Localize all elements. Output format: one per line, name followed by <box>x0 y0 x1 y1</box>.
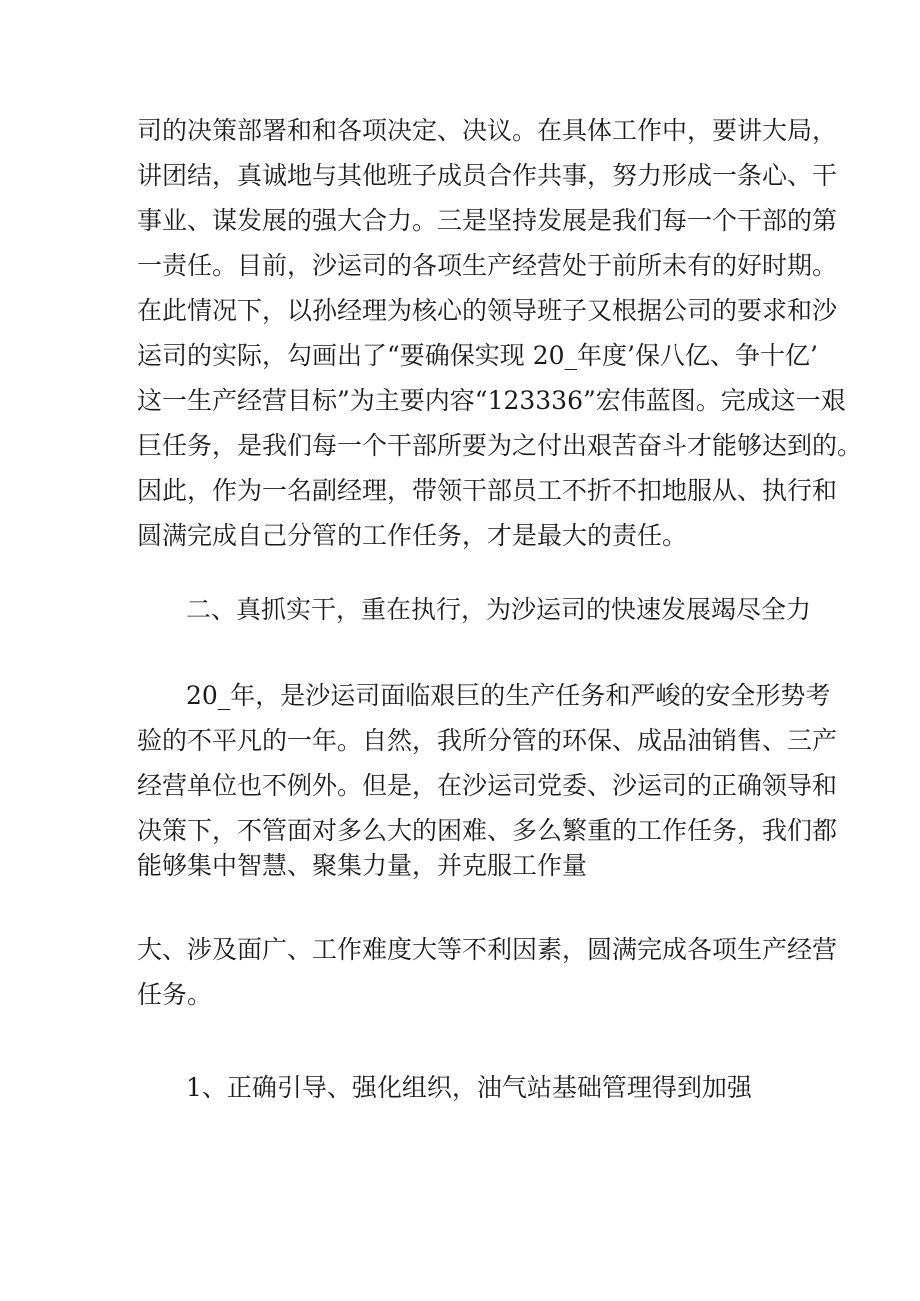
paragraph-line: 司的决策部署和和各项决定、决议。在具体工作中，要讲大局， <box>137 116 838 145</box>
paragraph-line: 在此情况下，以孙经理为核心的领导班子又根据公司的要求和沙 <box>137 296 838 325</box>
paragraph-line: 讲团结，真诚地与其他班子成员合作共事，努力形成一条心、干 <box>137 161 838 190</box>
paragraph-line: 经营单位也不例外。但是，在沙运司党委、沙运司的正确领导和 <box>137 771 838 800</box>
paragraph-line: 巨任务，是我们每一个干部所要为之付出艰苦奋斗才能够达到的。 <box>137 431 863 460</box>
paragraph-line: 任务。 <box>137 980 213 1009</box>
paragraph-line: 大、涉及面广、工作难度大等不利因素，圆满完成各项生产经营 <box>137 935 838 964</box>
paragraph-line: 20_年，是沙运司面临艰巨的生产任务和严峻的安全形势考 <box>186 681 831 710</box>
paragraph-line: 运司的实际，勾画出了“要确保实现 20_年度’保八亿、争十亿’ <box>137 341 818 370</box>
paragraph-line: 决策下，不管面对多么大的困难、多么繁重的工作任务，我们都 <box>137 816 838 845</box>
paragraph-line: 验的不平凡的一年。自然，我所分管的环保、成品油销售、三产 <box>137 726 838 755</box>
section-heading: 二、真抓实干，重在执行，为沙运司的快速发展竭尽全力 <box>186 595 812 624</box>
subsection-heading: 1、正确引导、强化组织，油气站基础管理得到加强 <box>186 1073 752 1102</box>
paragraph-line: 一责任。目前，沙运司的各项生产经营处于前所未有的好时期。 <box>137 251 838 280</box>
paragraph-line: 事业、谋发展的强大合力。三是坚持发展是我们每一个干部的第 <box>137 206 838 235</box>
paragraph-line: 这一生产经营目标”为主要内容“123336”宏伟蓝图。完成这一艰 <box>137 386 846 415</box>
paragraph-line: 因此，作为一名副经理，带领干部员工不折不扣地服从、执行和 <box>137 476 838 505</box>
paragraph-line: 能够集中智慧、聚集力量，并克服工作量 <box>137 851 588 880</box>
paragraph-line: 圆满完成自己分管的工作任务，才是最大的责任。 <box>137 521 688 550</box>
